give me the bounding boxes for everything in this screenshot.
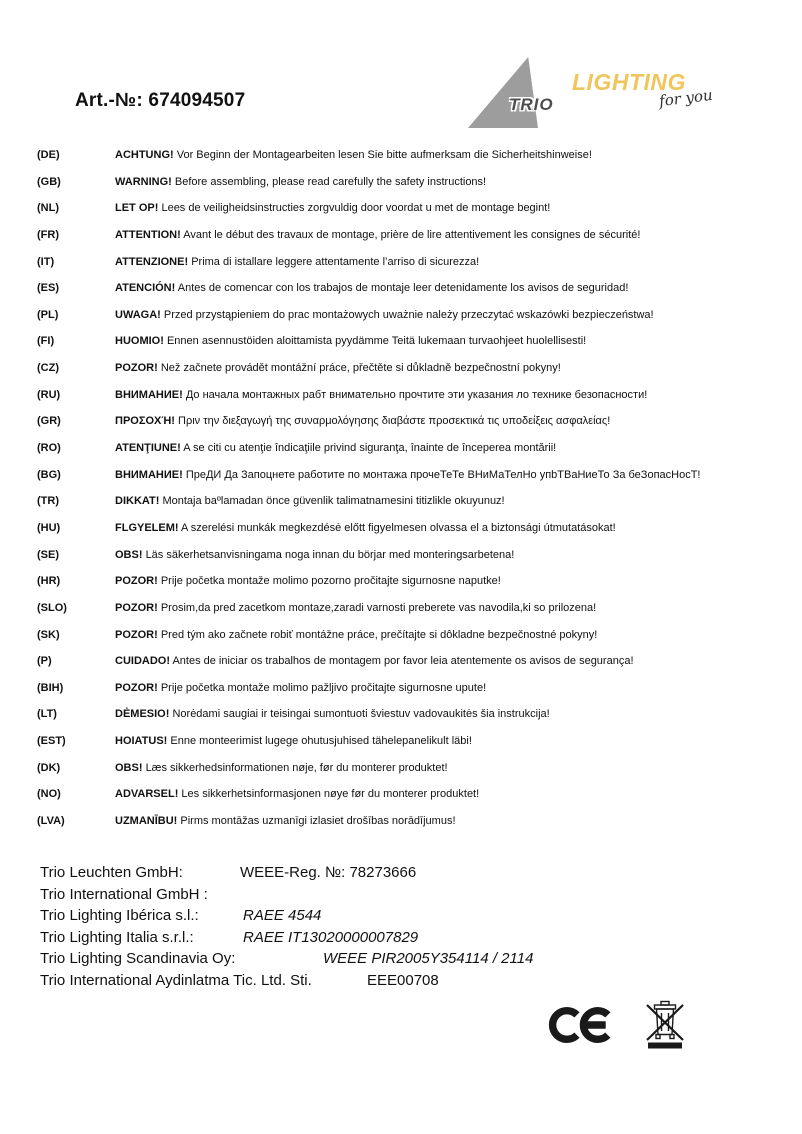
company-line <box>40 864 600 886</box>
registration-number: WEEE PIR2005Y354114 / 2114 <box>323 950 534 968</box>
warning-message <box>115 682 797 694</box>
warning-keyword: ACHTUNG! <box>115 149 174 161</box>
language-code: (SE) <box>37 548 59 561</box>
language-code: (PL) <box>37 308 59 321</box>
language-code: (GR) <box>37 415 61 428</box>
company-line <box>40 950 600 972</box>
warning-row <box>37 176 797 203</box>
language-code: (DE) <box>37 149 60 161</box>
warning-row <box>37 788 797 815</box>
warning-message <box>115 149 797 161</box>
warning-keyword: ΠΡΟΣΟΧΉ! <box>115 415 175 428</box>
company-name: Trio International GmbH : <box>40 885 208 903</box>
warning-message <box>115 469 797 481</box>
warning-text: Avant le début des travaux de montage, prière de lire attentivement les consignes de sécurité! <box>183 228 641 241</box>
language-warning-list <box>37 149 797 842</box>
warning-message <box>115 229 797 241</box>
warning-text: Prima di istallare leggere attentamente l’arriso di sicurezza! <box>191 255 480 268</box>
warning-keyword: UZMANĪBU! <box>115 815 178 828</box>
warning-text: До начала монтажных рабт внимательно прочтите эти указания ло технике безопасности! <box>185 388 648 401</box>
warning-keyword: OBS! <box>115 761 143 774</box>
registration-number: RAEE IT13020000007829 <box>243 928 419 946</box>
language-code: (LVA) <box>37 815 65 828</box>
company-name: Trio International Aydinlatma Tic. Ltd. Sti. <box>40 971 312 989</box>
warning-keyword: DĖMESIO! <box>115 708 170 721</box>
warning-message <box>115 629 797 641</box>
warning-keyword: FLGYELEM! <box>115 521 179 534</box>
warning-keyword: CUIDADO! <box>115 655 170 668</box>
warning-message <box>115 762 797 774</box>
language-code: (TR) <box>37 495 59 508</box>
warning-keyword: POZOR! <box>115 362 158 375</box>
warning-row <box>37 549 797 576</box>
warning-message <box>115 256 797 268</box>
warning-keyword: POZOR! <box>115 601 158 614</box>
warning-keyword: HOIATUS! <box>115 735 168 748</box>
language-code: (GB) <box>37 175 61 188</box>
language-code: (SK) <box>37 628 60 641</box>
language-code: (RO) <box>37 442 61 455</box>
warning-text: Prije početka montaže molimo pažljivo pročitajte sigurnosne upute! <box>160 681 487 694</box>
language-code: (IT) <box>37 255 55 268</box>
warning-text: Antes de comencar con los trabajos de montaje leer detenidamente los avisos de seguridad! <box>177 282 629 295</box>
warning-message <box>115 735 797 747</box>
warning-row <box>37 229 797 256</box>
language-code: (NL) <box>37 202 59 215</box>
warning-text: Before assembling, please read carefully the safety instructions! <box>174 175 487 188</box>
warning-message <box>115 202 797 214</box>
warning-text: Lees de veiligheidsinstructies zorgvuldig door voordat u met de montage begint! <box>161 202 551 215</box>
logo-brand-text: TRIO <box>509 95 554 114</box>
warning-keyword: POZOR! <box>115 681 158 694</box>
language-code: (ES) <box>37 282 59 295</box>
warning-message <box>115 362 797 374</box>
warning-row <box>37 602 797 629</box>
warning-keyword: UWAGA! <box>115 308 161 321</box>
warning-message <box>115 442 797 454</box>
warning-message <box>115 708 797 720</box>
warning-keyword: ATENŢIUNE! <box>115 442 181 455</box>
warning-keyword: OBS! <box>115 548 143 561</box>
warning-keyword: ATENCIÓN! <box>115 282 176 295</box>
warning-message <box>115 815 797 827</box>
warning-row <box>37 442 797 469</box>
language-code: (LT) <box>37 708 57 721</box>
warning-row <box>37 815 797 842</box>
warning-text: A szerelési munkák megkezdésė előtt figyelmesen olvassa el a biztonsági útmutatásokat! <box>181 521 616 534</box>
warning-text: Ennen asennustöiden aloittamista pyydämme Teitä lukemaan turvaohjeet huolellisesti! <box>166 335 587 348</box>
warning-keyword: POZOR! <box>115 575 158 588</box>
warning-text: Pred tým ako začnete robiť montážne práce, prečítajte si dôkladne bezpečnostné pokyny! <box>160 628 598 641</box>
warning-row <box>37 389 797 416</box>
warning-row <box>37 682 797 709</box>
registration-number: RAEE 4544 <box>243 907 322 925</box>
warning-text: Πριν την διεξαγωγή της συναρμολόγησης διαβάστε προσεκτικά τις υποδείξεις ασφαλείας! <box>178 415 611 428</box>
warning-text: Les sikkerhetsinformasjonen nøye før du monterer produktet! <box>181 788 480 801</box>
language-code: (DK) <box>37 761 61 774</box>
warning-text: Antes de iniciar os trabalhos de montagem por favor leia atentemente os avisos de segurança! <box>172 655 634 668</box>
language-code: (SLO) <box>37 601 67 614</box>
warning-message <box>115 176 797 188</box>
warning-keyword: DIKKAT! <box>115 495 160 508</box>
warning-message <box>115 549 797 561</box>
warning-message <box>115 655 797 667</box>
warning-message <box>115 415 797 427</box>
language-code: (EST) <box>37 735 66 748</box>
warning-text: Než začnete provádět montážní práce, přečtěte si důkladně bezpečnostní pokyny! <box>160 362 561 375</box>
warning-text: ПреДИ Да Запоцнете работите по монтажа прочеТеТе ВНиМаТелНо упbТВаНиеТо За беЗопасНосТ! <box>185 468 701 481</box>
warning-row <box>37 256 797 283</box>
warning-text: Prije početka montaže molimo pozorno pročitajte sigurnosne naputke! <box>160 575 501 588</box>
warning-message <box>115 575 797 587</box>
warning-row <box>37 309 797 336</box>
warning-row <box>37 415 797 442</box>
trio-logo <box>463 55 723 133</box>
warning-keyword: ВНИМАНИЕ! <box>115 468 183 481</box>
logo-for-you-text: for you <box>658 85 714 111</box>
warning-keyword: WARNING! <box>115 175 172 188</box>
language-code: (P) <box>37 655 52 668</box>
warning-message <box>115 495 797 507</box>
company-line <box>40 886 600 908</box>
warning-keyword: ATTENZIONE! <box>115 255 189 268</box>
warning-text: Montaja baºlamadan önce güvenlik talimatnamesini titizlikle okuyunuz! <box>162 495 505 508</box>
language-code: (HR) <box>37 575 61 588</box>
warning-text: Enne monteerimist lugege ohutusjuhised tähelepanelikult läbi! <box>170 735 472 748</box>
warning-text: Przed przystąpieniem do prac montażowych uważnie należy przeczytać wskazówki bezpieczeństwa! <box>163 308 654 321</box>
ce-mark-icon <box>548 1001 612 1049</box>
company-name: Trio Lighting Italia s.r.l.: <box>40 928 194 946</box>
company-name: Trio Lighting Scandinavia Oy: <box>40 950 236 968</box>
warning-row <box>37 655 797 682</box>
warning-keyword: LET OP! <box>115 202 159 215</box>
language-code: (NO) <box>37 788 61 801</box>
warning-message <box>115 602 797 614</box>
warning-row <box>37 495 797 522</box>
warning-row <box>37 202 797 229</box>
warning-text: Prosim,da pred zacetkom montaze,zaradi varnosti preberete vas navodila,ki so prilozena! <box>160 601 597 614</box>
registration-number: EEE00708 <box>367 971 439 989</box>
registration-number: WEEE-Reg. №: 78273666 <box>240 864 417 881</box>
warning-row <box>37 735 797 762</box>
warning-keyword: ADVARSEL! <box>115 788 179 801</box>
warning-text: Vor Beginn der Montagearbeiten lesen Sie bitte aufmerksam die Sicherheitshinweise! <box>176 149 592 161</box>
logo-triangle-shape <box>468 57 538 128</box>
warning-text: Läs säkerhetsanvisningama noga innan du börjar med monteringsarbetena! <box>145 548 515 561</box>
warning-row <box>37 149 797 176</box>
warning-message <box>115 522 797 534</box>
warning-keyword: ВНИМАНИЕ! <box>115 388 183 401</box>
company-name: Trio Lighting Ibérica s.l.: <box>40 907 199 925</box>
company-line <box>40 929 600 951</box>
language-code: (BG) <box>37 468 61 481</box>
warning-message <box>115 788 797 800</box>
warning-row <box>37 282 797 309</box>
article-number: Art.-№: 674094507 <box>75 90 246 111</box>
warning-row <box>37 708 797 735</box>
warning-row <box>37 335 797 362</box>
language-code: (BIH) <box>37 681 64 694</box>
warning-text: Læs sikkerhedsinformationen nøje, før du monterer produktet! <box>145 761 448 774</box>
logo-lighting-text: LIGHTING <box>572 69 686 95</box>
warning-message <box>115 309 797 321</box>
language-code: (FR) <box>37 228 59 241</box>
language-code: (CZ) <box>37 362 59 375</box>
company-line <box>40 972 600 994</box>
warning-text: Norėdami saugiai ir teisingai sumontuoti šviestuv vadovaukitės šia instrukcija! <box>172 708 550 721</box>
warning-row <box>37 522 797 549</box>
language-code: (RU) <box>37 388 61 401</box>
company-registration-list <box>40 864 600 994</box>
company-name: Trio Leuchten GmbH: <box>40 864 183 881</box>
language-code: (FI) <box>37 335 55 348</box>
warning-keyword: HUOMIO! <box>115 335 164 348</box>
warning-message <box>115 335 797 347</box>
warning-row <box>37 469 797 496</box>
warning-row <box>37 575 797 602</box>
warning-message <box>115 389 797 401</box>
warning-row <box>37 629 797 656</box>
weee-bin-icon <box>646 1000 684 1049</box>
warning-message <box>115 282 797 294</box>
language-code: (HU) <box>37 521 61 534</box>
warning-keyword: POZOR! <box>115 628 158 641</box>
company-line <box>40 907 600 929</box>
warning-row <box>37 762 797 789</box>
warning-keyword: ATTENTION! <box>115 228 181 241</box>
warning-text: Pirms montāžas uzmanīgi izlasiet drošības norādījumus! <box>180 815 456 828</box>
warning-text: A se citi cu atenţie îndicaţiile privind siguranţa, înainte de începerea montării! <box>183 442 557 455</box>
warning-row <box>37 362 797 389</box>
